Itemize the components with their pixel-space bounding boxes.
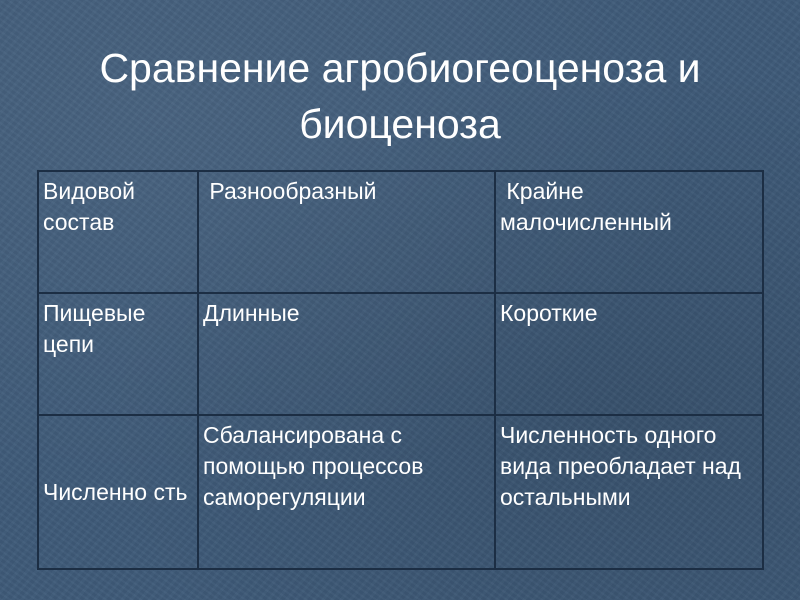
table-cell-bio xyxy=(495,415,763,569)
table-row xyxy=(38,293,763,415)
cell-text: Сбалансирована с помощью процессов саморегуляции xyxy=(203,422,424,510)
cell-text: Видовой состав xyxy=(43,178,135,235)
table-cell-feature xyxy=(38,171,198,293)
cell-text: Крайне малочисленный xyxy=(500,178,672,235)
table-cell-bio xyxy=(495,293,763,415)
cell-text: Пищевые цепи xyxy=(43,300,146,357)
table-cell-agro xyxy=(198,415,495,569)
table-cell-agro xyxy=(198,293,495,415)
cell-text: Разнообразный xyxy=(203,178,377,204)
cell-text: Численность одного вида преобладает над остальными xyxy=(500,422,741,510)
table-cell-bio xyxy=(495,171,763,293)
page-title: Сравнение агробиогеоценоза и биоценоза xyxy=(99,45,701,147)
table-cell-feature xyxy=(38,415,198,569)
table-cell-feature xyxy=(38,293,198,415)
cell-text: Численно сть xyxy=(43,478,188,505)
table-row xyxy=(38,415,763,569)
table-row xyxy=(38,171,763,293)
cell-text: Длинные xyxy=(203,300,300,326)
table-cell-agro xyxy=(198,171,495,293)
cell-text: Короткие xyxy=(500,300,598,326)
comparison-table xyxy=(37,170,764,570)
